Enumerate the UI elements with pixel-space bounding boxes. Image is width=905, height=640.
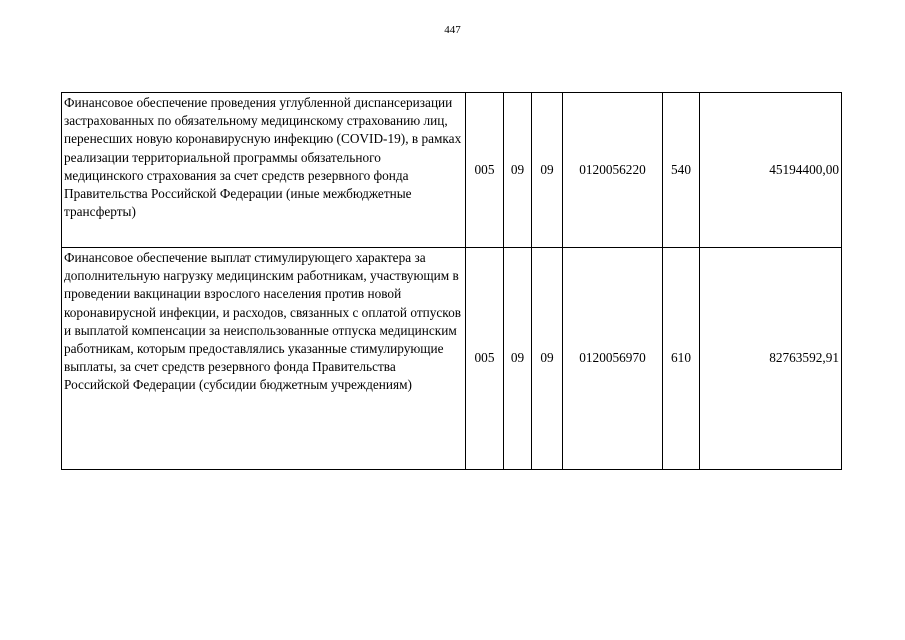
row-target-article: 0120056970 (563, 248, 663, 470)
row-expense-type: 610 (663, 248, 700, 470)
row-section-code: 09 (504, 93, 532, 248)
row-section-code: 09 (504, 248, 532, 470)
page-number: 447 (444, 24, 461, 36)
row-ministry-code: 005 (466, 248, 504, 470)
row-subsection-code: 09 (532, 93, 563, 248)
row-description: Финансовое обеспечение выплат стимулирующего характера за дополнительную нагрузку медицинским работникам, участвующим в проведении вакцинации взрослого населения против новой коронавирусной инфекции, и расходов, связанных с оплатой отпусков и выплатой компенсации за неиспользованные отпуска медицинским работникам, которым предоставлялись указанные стимулирующие выплаты, за счет средств резервного фонда Правительства Российской Федерации (субсидии бюджетным учреждениям) (62, 248, 466, 470)
table-row (62, 93, 842, 248)
row-expense-type: 540 (663, 93, 700, 248)
row-target-article: 0120056220 (563, 93, 663, 248)
budget-table (61, 92, 842, 470)
row-amount: 45194400,00 (700, 93, 842, 248)
row-ministry-code: 005 (466, 93, 504, 248)
table-row (62, 248, 842, 470)
row-subsection-code: 09 (532, 248, 563, 470)
row-amount: 82763592,91 (700, 248, 842, 470)
row-description: Финансовое обеспечение проведения углубленной диспансеризации застрахованных по обязательному медицинскому страхованию лиц, перенесших новую коронавирусную инфекцию (COVID-19), в рамках реализации территориальной программы обязательного медицинского страхования за счет средств резервного фонда Правительства Российской Федерации (иные межбюджетные трансферты) (62, 93, 466, 248)
